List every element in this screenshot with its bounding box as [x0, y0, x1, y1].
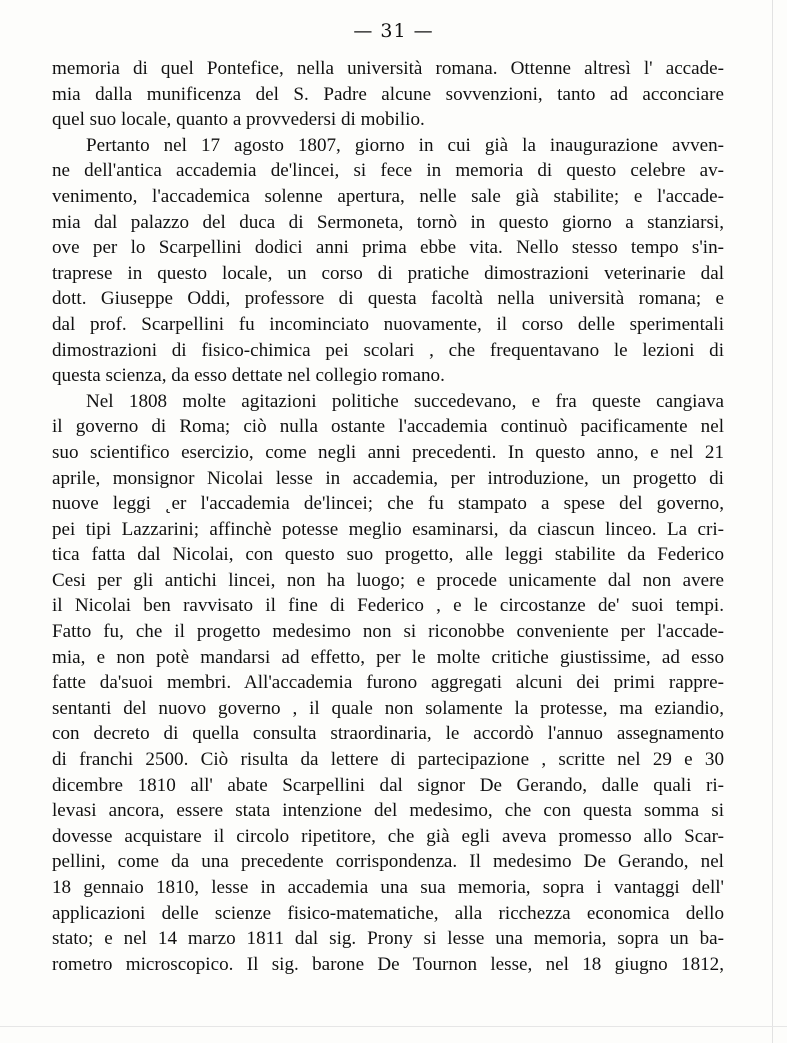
text-line: applicazioni delle scienze fisico-matematiche, alla ricchezza economica dello [52, 902, 724, 924]
text-line: dimostrazioni di fisico-chimica pei scolari , che frequentavano le lezioni di [52, 339, 724, 361]
text-line: aprile, monsignor Nicolai lesse in accademia, per introduzione, un progetto di [52, 467, 724, 489]
text-line: Cesi per gli antichi lincei, non ha luogo; e procede unicamente dal non avere [52, 569, 724, 591]
text-line: mia, e non potè mandarsi ad effetto, per le molte critiche giustissime, ad esso [52, 646, 724, 668]
text-line: questa scienza, da esso dettate nel collegio romano. [52, 365, 445, 387]
text-line: suo scientifico esercizio, come negli anni precedenti. In questo anno, e nel 21 [52, 441, 724, 463]
text-line: tica fatta dal Nicolai, con questo suo progetto, alle leggi stabilite da Federico [52, 544, 724, 566]
text-line: dott. Giuseppe Oddi, professore di questa facoltà nella università romana; e [52, 288, 724, 310]
text-line: il Nicolai ben ravvisato il fine di Federico , e le circostanze de' suoi tempi. [52, 595, 724, 617]
text-line: levasi ancora, essere stata intenzione del medesimo, che con questa somma si [52, 800, 724, 822]
text-line: 18 gennaio 1810, lesse in accademia una sua memoria, sopra i vantaggi dell' [52, 877, 724, 898]
text-line: traprese in questo locale, un corso di pratiche dimostrazioni veterinarie dal [52, 262, 724, 284]
text-line: ne dell'antica accademia de'lincei, si fece in memoria di questo celebre av- [52, 160, 724, 182]
text-line: fatte da'suoi membri. All'accademia furono aggregati alcuni dei primi rappre- [52, 672, 724, 694]
text-line: mia dalla munificenza del S. Padre alcune sovvenzioni, tanto ad acconciare [52, 83, 724, 105]
text-line: memoria di quel Pontefice, nella università romana. Ottenne altresì l' accade- [52, 58, 724, 79]
text-line: pellini, come da una precedente corrispondenza. Il medesimo De Gerando, nel [52, 851, 724, 873]
text-line: dicembre 1810 all' abate Scarpellini dal signor De Gerando, dalle quali ri- [52, 774, 724, 796]
page-edge-right [772, 0, 773, 1043]
text-line: venimento, l'accademica solenne apertura, nelle sale già stabilite; e l'accade- [52, 185, 724, 207]
text-line: mia dal palazzo del duca di Sermoneta, tornò in questo giorno a stanziarsi, [52, 211, 724, 233]
text-line: sentanti del nuovo governo , il quale non solamente la protesse, ma eziandio, [52, 697, 724, 719]
body-text [52, 56, 724, 977]
page-edge-bottom [0, 1026, 787, 1027]
text-line: quel suo locale, quanto a provvedersi di mobilio. [52, 109, 425, 131]
text-line: stato; e nel 14 marzo 1811 dal sig. Prony si lesse una memoria, sopra un ba- [52, 928, 724, 950]
text-line: dal prof. Scarpellini fu incominciato nuovamente, il corso delle sperimentali [52, 313, 724, 335]
text-line: rometro microscopico. Il sig. barone De Tournon lesse, nel 18 giugno 1812, [52, 953, 724, 975]
text-line: Pertanto nel 17 agosto 1807, giorno in cui già la inaugurazione avven- [86, 134, 724, 156]
text-line: di franchi 2500. Ciò risulta da lettere di partecipazione , scritte nel 29 e 30 [52, 749, 724, 771]
text-line: Fatto fu, che il progetto medesimo non si riconobbe conveniente per l'accade- [52, 621, 724, 643]
page-number: — 31 — [353, 20, 434, 42]
text-line: con decreto di quella consulta straordinaria, le accordò l'annuo assegnamento [52, 723, 724, 745]
text-line: dovesse acquistare il circolo ripetitore, che già egli aveva promesso allo Scar- [52, 825, 724, 847]
text-line: nuove leggi ˛er l'accademia de'lincei; che fu stampato a spese del governo, [52, 493, 724, 515]
text-line: ove per lo Scarpellini dodici anni prima ebbe vita. Nello stesso tempo s'in- [52, 237, 724, 259]
text-line: il governo di Roma; ciò nulla ostante l'accademia continuò pacificamente nel [52, 416, 724, 438]
text-line: pei tipi Lazzarini; affinchè potesse meglio esaminarsi, da ciascun linceo. La cri- [52, 518, 724, 540]
text-line: Nel 1808 molte agitazioni politiche succedevano, e fra queste cangiava [86, 390, 724, 412]
